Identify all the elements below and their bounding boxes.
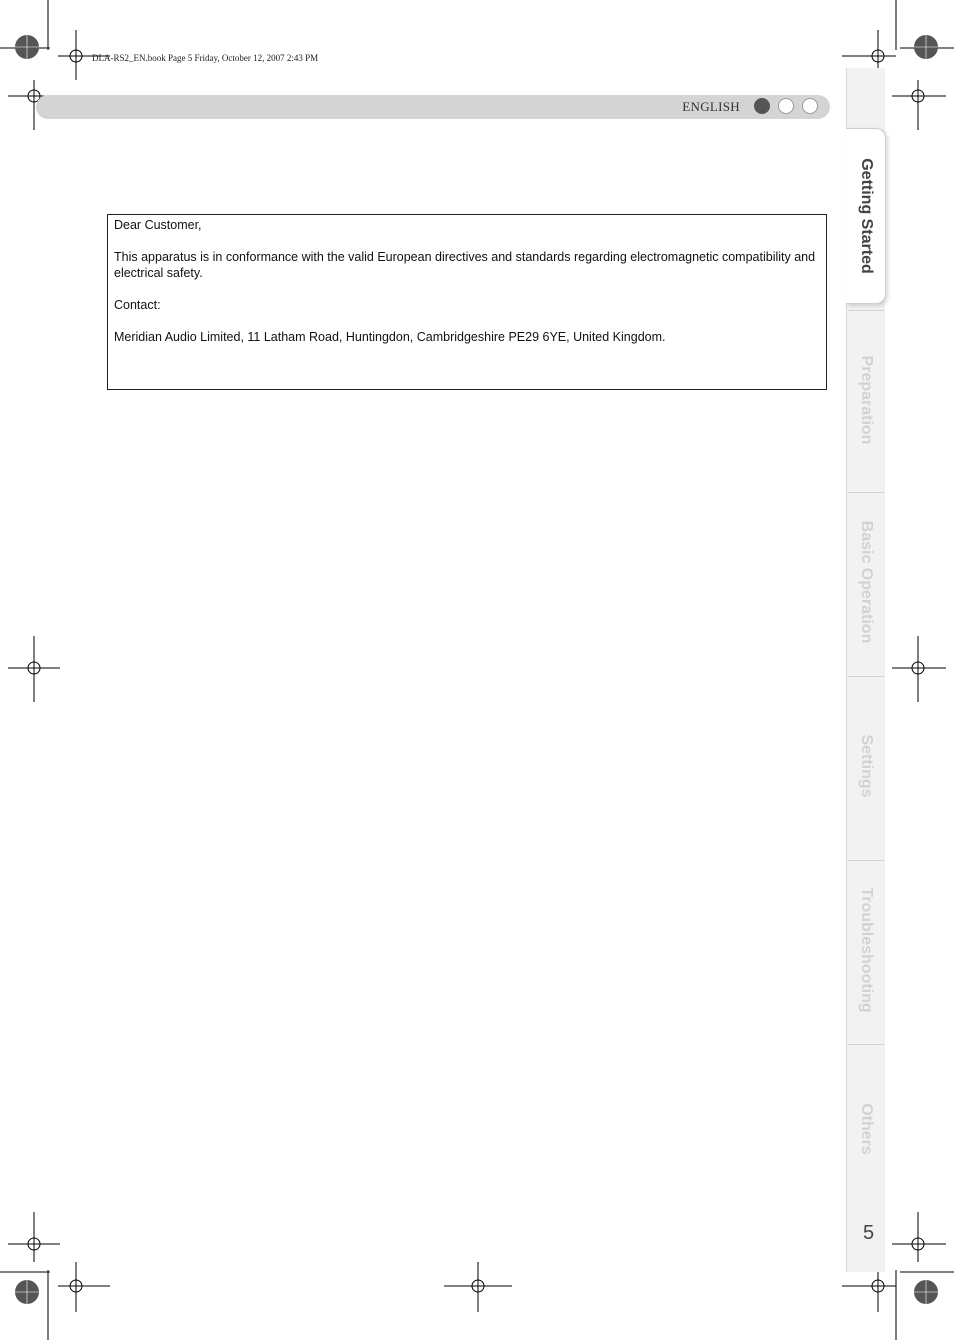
language-label: ENGLISH [682, 99, 740, 114]
tab-basic-operation[interactable] [846, 494, 886, 670]
notice-contact-label: Contact: [114, 298, 161, 312]
tab-label: Preparation [858, 355, 875, 445]
notice-salutation: Dear Customer, [114, 218, 202, 232]
tab-settings[interactable] [846, 678, 886, 854]
tab-label: Basic Operation [858, 520, 875, 644]
tab-getting-started[interactable] [846, 128, 886, 304]
tab-label: Settings [858, 734, 875, 798]
language-dot-empty [802, 98, 818, 114]
tab-label: Others [858, 1103, 875, 1155]
notice-address: Meridian Audio Limited, 11 Latham Road, Huntingdon, Cambridgeshire PE29 6YE, United Kingdom. [114, 330, 666, 344]
notice-paragraph: This apparatus is in conformance with the valid European directives and standards regarding electromagnetic compatibility and electrical safety. [114, 250, 816, 280]
tab-label: Troubleshooting [858, 887, 875, 1013]
tab-others[interactable] [846, 1046, 886, 1212]
tab-separator [848, 676, 884, 677]
tab-troubleshooting[interactable] [846, 862, 886, 1038]
tab-separator [848, 492, 884, 493]
language-bar [36, 95, 830, 119]
language-dot-empty [778, 98, 794, 114]
language-dot-filled [754, 98, 770, 114]
tab-separator [848, 860, 884, 861]
file-header: DLA-RS2_EN.book Page 5 Friday, October 12, 2007 2:43 PM [92, 53, 319, 63]
page-number: 5 [863, 1222, 875, 1244]
tab-preparation[interactable] [846, 312, 886, 488]
tab-label: Getting Started [857, 158, 875, 274]
notice-box [107, 214, 827, 390]
tab-separator [848, 1044, 884, 1045]
tab-separator [848, 310, 884, 311]
